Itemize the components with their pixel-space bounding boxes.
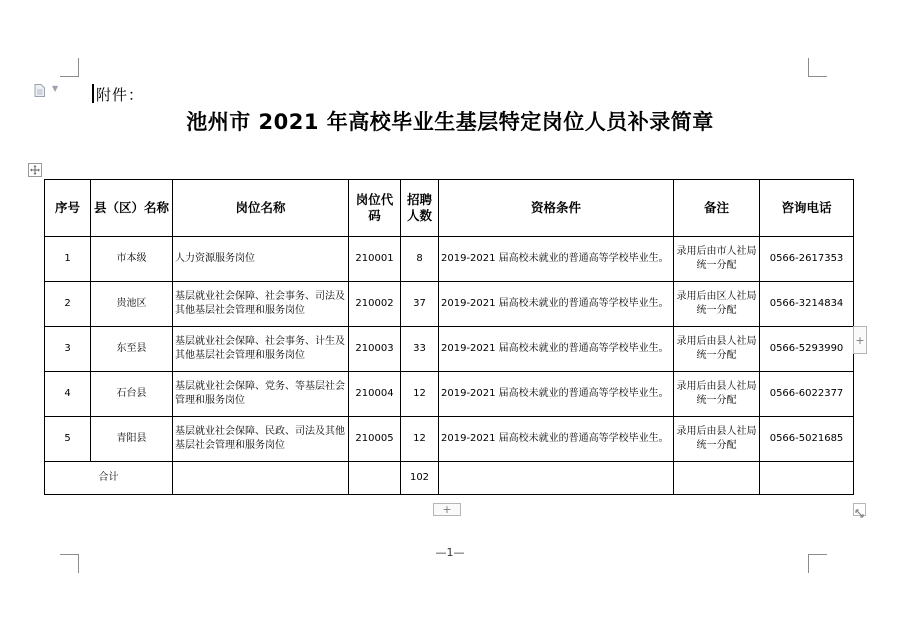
cell-code[interactable]: 210003: [349, 327, 401, 372]
table-row: [45, 372, 854, 417]
cell-post[interactable]: 基层就业社会保障、党务、等基层社会管理和服务岗位: [173, 372, 349, 417]
cell-phone[interactable]: 0566-5293990: [760, 327, 854, 372]
attachment-label: 附件：: [96, 86, 145, 104]
table-row: [45, 282, 854, 327]
total-label[interactable]: 合计: [45, 462, 173, 495]
cell-qualification[interactable]: 2019-2021 届高校未就业的普通高等学校毕业生。: [439, 327, 674, 372]
cell-no[interactable]: 2: [45, 282, 91, 327]
total-row: [45, 462, 854, 495]
crop-mark-top-right: [808, 58, 827, 77]
cell-post[interactable]: 基层就业社会保障、社会事务、计生及其他基层社会管理和服务岗位: [173, 327, 349, 372]
table-row: [45, 237, 854, 282]
cell-phone[interactable]: 0566-5021685: [760, 417, 854, 462]
cell-post[interactable]: 基层就业社会保障、民政、司法及其他基层社会管理和服务岗位: [173, 417, 349, 462]
resize-handle[interactable]: [853, 503, 866, 516]
text-cursor: [92, 84, 94, 103]
table-row: [45, 327, 854, 372]
page-number: —1—: [435, 546, 465, 559]
cell-count[interactable]: 33: [401, 327, 439, 372]
cell-no[interactable]: 1: [45, 237, 91, 282]
cell-post[interactable]: 基层就业社会保障、社会事务、司法及其他基层社会管理和服务岗位: [173, 282, 349, 327]
cell-remark[interactable]: 录用后由县人社局统一分配: [674, 417, 760, 462]
caret-down-icon[interactable]: ▼: [52, 84, 59, 93]
add-column-button[interactable]: +: [853, 326, 867, 354]
table-row: [45, 417, 854, 462]
cell-empty[interactable]: [674, 462, 760, 495]
cell-qualification[interactable]: 2019-2021 届高校未就业的普通高等学校毕业生。: [439, 417, 674, 462]
header-cell: 咨询电话: [760, 180, 854, 237]
cell-no[interactable]: 3: [45, 327, 91, 372]
cell-code[interactable]: 210005: [349, 417, 401, 462]
cell-count[interactable]: 8: [401, 237, 439, 282]
total-count[interactable]: 102: [401, 462, 439, 495]
cell-post[interactable]: 人力资源服务岗位: [173, 237, 349, 282]
cell-code[interactable]: 210004: [349, 372, 401, 417]
cell-empty[interactable]: [173, 462, 349, 495]
table-header-row: [45, 180, 854, 237]
crop-mark-top-left: [60, 58, 79, 77]
cell-count[interactable]: 37: [401, 282, 439, 327]
cell-count[interactable]: 12: [401, 417, 439, 462]
document-icon[interactable]: [34, 82, 45, 95]
cell-county[interactable]: 青阳县: [91, 417, 173, 462]
move-icon[interactable]: [28, 163, 42, 177]
cell-empty[interactable]: [439, 462, 674, 495]
cell-phone[interactable]: 0566-3214834: [760, 282, 854, 327]
cell-county[interactable]: 东至县: [91, 327, 173, 372]
cell-phone[interactable]: 0566-2617353: [760, 237, 854, 282]
cell-remark[interactable]: 录用后由市人社局统一分配: [674, 237, 760, 282]
cell-qualification[interactable]: 2019-2021 届高校未就业的普通高等学校毕业生。: [439, 372, 674, 417]
cell-code[interactable]: 210001: [349, 237, 401, 282]
recruitment-table: [44, 179, 854, 495]
header-cell: 招聘人数: [401, 180, 439, 237]
cell-code[interactable]: 210002: [349, 282, 401, 327]
cell-remark[interactable]: 录用后由区人社局统一分配: [674, 282, 760, 327]
cell-county[interactable]: 贵池区: [91, 282, 173, 327]
header-cell: 岗位代码: [349, 180, 401, 237]
cell-qualification[interactable]: 2019-2021 届高校未就业的普通高等学校毕业生。: [439, 237, 674, 282]
cell-empty[interactable]: [349, 462, 401, 495]
cell-remark[interactable]: 录用后由县人社局统一分配: [674, 372, 760, 417]
cell-no[interactable]: 4: [45, 372, 91, 417]
header-cell: 序号: [45, 180, 91, 237]
cell-county[interactable]: 石台县: [91, 372, 173, 417]
cell-empty[interactable]: [760, 462, 854, 495]
header-cell: 岗位名称: [173, 180, 349, 237]
add-row-button[interactable]: +: [433, 503, 461, 516]
cell-county[interactable]: 市本级: [91, 237, 173, 282]
cell-phone[interactable]: 0566-6022377: [760, 372, 854, 417]
cell-remark[interactable]: 录用后由县人社局统一分配: [674, 327, 760, 372]
header-cell: 备注: [674, 180, 760, 237]
cell-count[interactable]: 12: [401, 372, 439, 417]
page-title: 池州市 2021 年高校毕业生基层特定岗位人员补录简章: [186, 110, 714, 134]
header-cell: 县（区）名称: [91, 180, 173, 237]
header-cell: 资格条件: [439, 180, 674, 237]
cell-no[interactable]: 5: [45, 417, 91, 462]
cell-qualification[interactable]: 2019-2021 届高校未就业的普通高等学校毕业生。: [439, 282, 674, 327]
